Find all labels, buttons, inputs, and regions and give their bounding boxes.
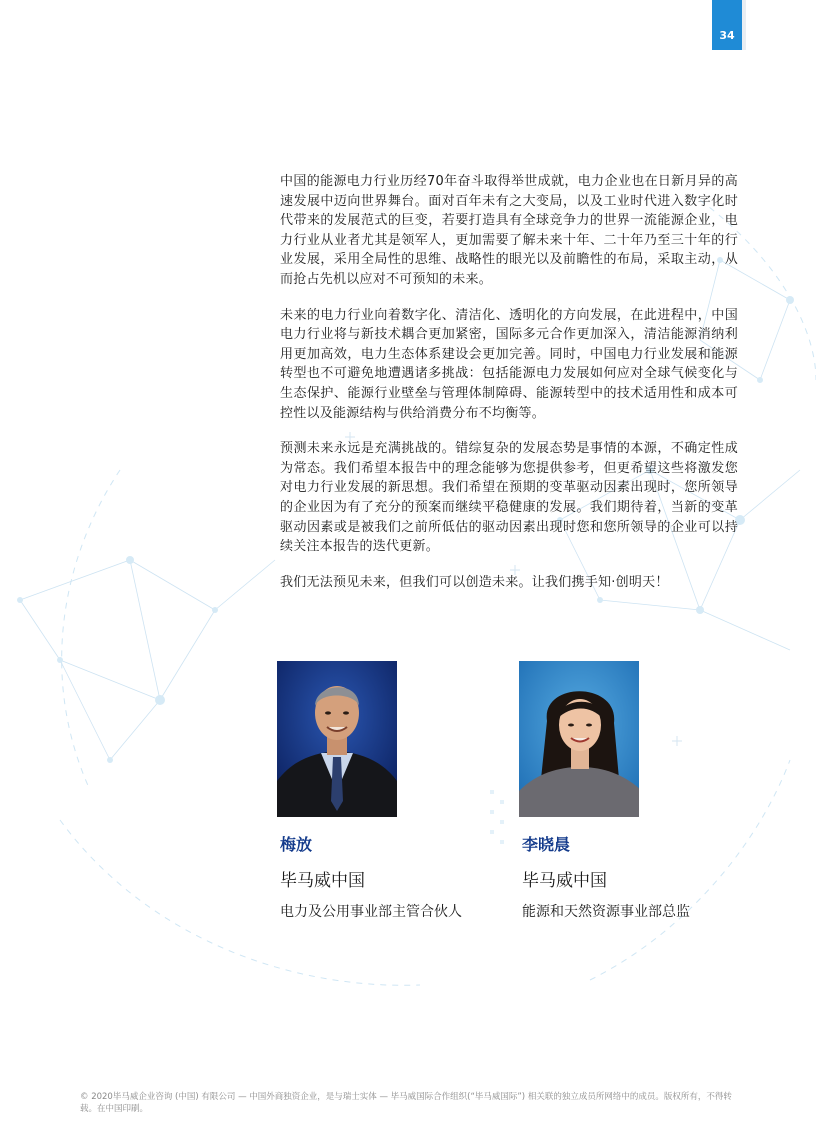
body-text [280, 172, 738, 608]
portrait-illustration [277, 661, 397, 817]
person-name: 梅放 [280, 835, 313, 854]
person-title: 能源和天然资源事业部总监 [522, 904, 690, 920]
paragraph-2: 未来的电力行业向着数字化、清洁化、透明化的方向发展，在此进程中，中国电力行业将与新技术耦合更加紧密，国际多元合作更加深入，清洁能源消纳利用更加高效，电力生态体系建设会更加完善。同时，中国电力行业发展和能源转型也不可避免地遭遇诸多挑战：包括能源电力发展如何应对全球气候变化与生态保护、能源行业壁垒与管理体制障碍、能源转型中的技术适用性和成本可控性以及能源结构与供给消费分布不均衡等。 [280, 307, 738, 421]
paragraph-3: 预测未来永远是充满挑战的。错综复杂的发展态势是事情的本源，不确定性成为常态。我们希望本报告中的理念能够为您提供参考，但更希望这些将激发您对电力行业发展的新思想。我们希望在预期的变革驱动因素出现时，您所领导的企业因为有了充分的预案而继续平稳健康的发展。我们期待着，当新的变革驱动因素或是被我们之前所低估的驱动因素出现时您和您所领导的企业可以持续关注本报告的迭代更新。 [280, 441, 738, 555]
paragraph-1: 中国的能源电力行业历经70年奋斗取得举世成就，电力企业也在日新月异的高速发展中迈向世界舞台。面对百年未有之大变局，以及工业时代进入数字化时代带来的发展范式的巨变，若要打造具有全球竞争力的世界一流能源企业，电力行业从业者尤其是领军人，更加需要了解未来十年、二十年乃至三十年的行业发展，采用全局性的思维、战略性的眼光以及前瞻性的布局，采取主动，从而抢占先机以应对不可预知的未来。 [280, 174, 738, 287]
person-title: 电力及公用事业部主管合伙人 [280, 904, 462, 920]
page-number-tab [712, 0, 742, 50]
portrait-photo-mei-fang [277, 661, 397, 817]
person-organization: 毕马威中国 [280, 871, 365, 891]
portrait-photo-li-xiaochen [519, 661, 639, 817]
paragraph-4: 我们无法预见未来，但我们可以创造未来。让我们携手知·创明天！ [280, 574, 669, 590]
person-name: 李晓晨 [522, 835, 571, 854]
person-organization: 毕马威中国 [522, 871, 607, 891]
copyright-footer: © 2020毕马威企业咨询 (中国) 有限公司 — 中国外商独资企业，是与瑞士实体 — 毕马威国际合作组织(“毕马威国际”) 相关联的独立成员所网络中的成员。版权所有，不得转载。在中国印刷。 [80, 1092, 732, 1114]
portrait-illustration [519, 661, 639, 817]
page-number: 34 [719, 29, 735, 42]
